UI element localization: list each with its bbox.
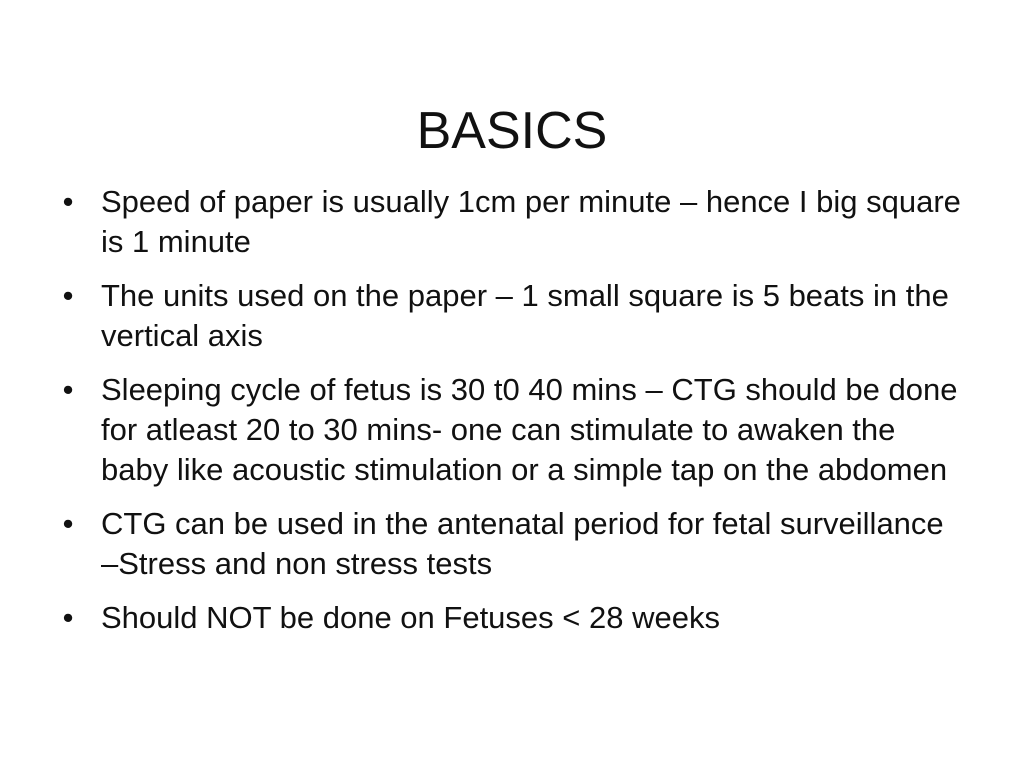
bullet-item-minimum-gestation (58, 598, 968, 638)
bullet-dot-icon: • (62, 600, 74, 635)
bullet-text: Should NOT be done on Fetuses < 28 weeks (101, 600, 720, 635)
bullet-item-paper-units (58, 276, 968, 356)
bullet-dot-icon: • (62, 184, 74, 219)
bullet-dot-icon: • (62, 506, 74, 541)
bullet-item-antenatal-use (58, 504, 968, 584)
bullet-list (58, 182, 968, 652)
bullet-dot-icon: • (62, 278, 74, 313)
bullet-text: CTG can be used in the antenatal period for fetal surveillance –Stress and non stress tests (101, 506, 944, 581)
bullet-text: Sleeping cycle of fetus is 30 t0 40 mins – CTG should be done for atleast 20 to 30 mins- one can stimulate to awaken the baby like acoustic stimulation or a simple tap on the abdomen (101, 372, 958, 487)
bullet-text: Speed of paper is usually 1cm per minute – hence I big square is 1 minute (101, 184, 961, 259)
bullet-text: The units used on the paper – 1 small square is 5 beats in the vertical axis (101, 278, 949, 353)
bullet-dot-icon: • (62, 372, 74, 407)
bullet-item-paper-speed (58, 182, 968, 262)
bullet-item-sleep-cycle (58, 370, 968, 490)
slide-title: BASICS (416, 101, 608, 160)
